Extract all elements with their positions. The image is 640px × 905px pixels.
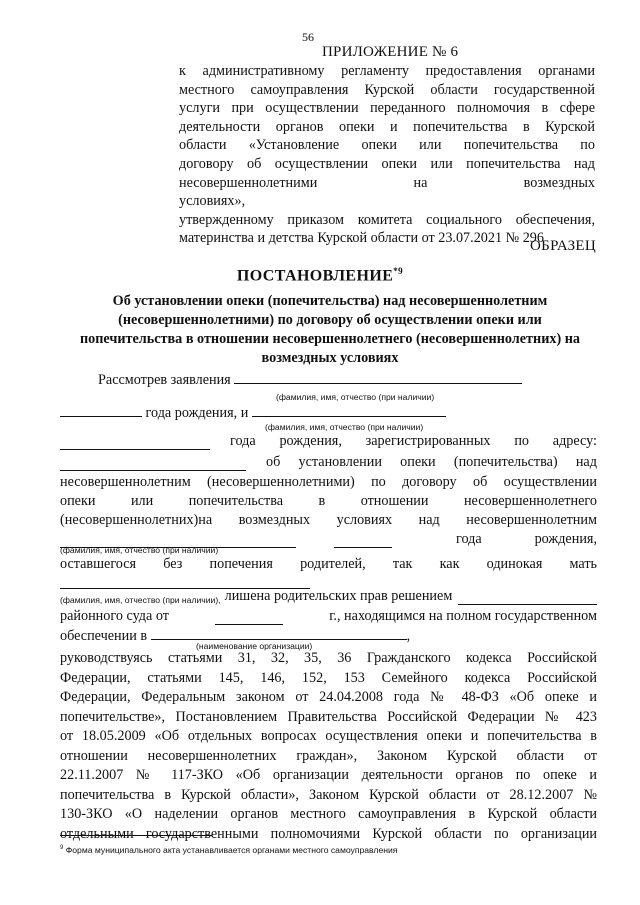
footnote-text: Форма муниципального акта устанавливается органами местного самоуправления xyxy=(65,845,398,855)
document-subtitle xyxy=(60,292,600,368)
applicant-fio-blank[interactable] xyxy=(234,371,522,384)
word: условиях xyxy=(336,512,393,528)
word: договору xyxy=(402,474,457,490)
considered-label: Рассмотрев заявления xyxy=(98,372,231,388)
hint-fio: (фамилия, имя, отчество (при наличии) xyxy=(276,392,435,402)
footnote-divider xyxy=(60,835,212,836)
form-row-9 xyxy=(60,556,597,573)
appendix-text xyxy=(179,62,595,248)
appendix-line: деятельности органов опеки и попечительства в Курской xyxy=(179,118,595,135)
word: зарегистрированных xyxy=(365,433,491,449)
subtitle-line: попечительства в отношении несовершеннолетнего (несовершеннолетних) на xyxy=(79,331,581,347)
word: года xyxy=(230,433,256,449)
address-blank[interactable] xyxy=(60,458,246,471)
hint-fio-2: (фамилия, имя, отчество (при наличии) xyxy=(265,422,424,432)
word: попечительства xyxy=(188,493,284,509)
guardianship-row xyxy=(60,454,597,471)
word: несовершеннолетним xyxy=(60,474,191,490)
deprived-label: лишена родительских прав решением xyxy=(224,588,453,604)
custody-label: обеспечении в xyxy=(60,628,148,644)
sample-label: ОБРАЗЕЦ xyxy=(530,238,596,254)
word: отношении xyxy=(360,493,429,509)
word: (несовершеннолетних)на xyxy=(60,512,213,528)
page-number: 56 xyxy=(302,30,314,44)
word: установлении xyxy=(298,454,382,470)
word: несовершеннолетним xyxy=(466,512,597,528)
footnote xyxy=(60,845,397,855)
form-row-7 xyxy=(60,512,597,529)
document-title-text: ПОСТАНОВЛЕНИЕ xyxy=(236,267,394,285)
word: в xyxy=(318,493,326,509)
birth-and-label: года рождения, и xyxy=(145,405,249,421)
word: опеки xyxy=(60,493,96,509)
word: (несовершеннолетними) xyxy=(207,474,355,490)
appendix-line: местного самоуправления Курской области государственной xyxy=(179,81,595,98)
body-line: отношении несовершеннолетних граждан», Законом Курской области от xyxy=(60,747,597,764)
child-birth-year-blank[interactable] xyxy=(334,535,392,548)
decision-blank[interactable] xyxy=(458,592,597,605)
applicant2-fio-blank[interactable] xyxy=(252,404,446,417)
birth-year2-blank[interactable] xyxy=(60,437,210,450)
appendix-line: несовершеннолетними на возмездных условиях», xyxy=(179,174,595,210)
hint-fio-4: (фамилия, имя, отчество (при наличии), xyxy=(60,595,221,605)
body-line: Федерации, Федеральным законом от 24.04.2008 года № 48-ФЗ «Об опеке и xyxy=(60,689,597,705)
form-row-6 xyxy=(60,493,597,510)
title-footnote-mark: *9 xyxy=(393,266,404,276)
appendix-title: ПРИЛОЖЕНИЕ № 6 xyxy=(322,44,459,60)
court-label: районного суда от xyxy=(60,608,169,624)
word: возмездных xyxy=(238,512,311,528)
appendix-line: области «Установление опеки или попечительства по xyxy=(179,137,595,154)
body-line: от 18.05.2009 «Об отдельных вопросах осуществления опеки и попечительства в xyxy=(60,728,597,744)
word: года xyxy=(456,531,482,547)
birth-row xyxy=(60,404,446,422)
court-label-b: г., находящимся на полном государственном xyxy=(329,608,597,624)
word: опеки xyxy=(400,454,436,470)
appendix-line: материнства и детства Курской области от 23.07.2021 № 296 xyxy=(179,230,544,247)
word: (попечительства) xyxy=(453,454,558,470)
subtitle-line: Об установлении опеки (попечительства) над несовершеннолетним xyxy=(112,293,548,309)
court-date-blank[interactable] xyxy=(215,612,283,625)
birth-year-blank[interactable] xyxy=(60,404,142,417)
word: несовершеннолетнего xyxy=(463,493,597,509)
body-line: 130-ЗКО «О наделении органов местного самоуправления в Курской области xyxy=(60,806,597,822)
appendix-line: услуги при осуществлении переданного полномочия в сфере xyxy=(179,100,595,117)
form-row-5 xyxy=(60,474,597,491)
word: над xyxy=(575,454,597,470)
word: оставшегося xyxy=(60,556,137,572)
word: об xyxy=(472,474,488,490)
word: по xyxy=(371,474,386,490)
footnote-mark: 9 xyxy=(60,845,64,852)
word: одинокая xyxy=(486,556,543,572)
word: как xyxy=(439,556,460,572)
word: об xyxy=(266,454,281,470)
considered-row xyxy=(98,371,522,389)
word: так xyxy=(392,556,413,572)
body-line: отдельными государственными полномочиями Курской области по организации xyxy=(60,825,597,842)
word: осуществлении xyxy=(503,474,597,490)
body-line: попечительстве», Постановлением Правительства Российской Федерации № 423 xyxy=(60,708,597,725)
appendix-line: утвержденному приказом комитета социального обеспечения, xyxy=(179,211,595,228)
custody-comma: , xyxy=(406,628,411,644)
appendix-line: договору об осуществлении опеки или попечительства над xyxy=(179,155,595,172)
document-title xyxy=(0,266,640,285)
word: мать xyxy=(569,556,597,572)
court-row xyxy=(60,608,597,625)
word: или xyxy=(130,493,154,509)
body-line: Федерации, статьями 145, 146, 152, 153 Семейного кодекса Российской xyxy=(60,669,597,686)
appendix-line: к административному регламенту предоставления органами xyxy=(179,63,595,79)
subtitle-line: (несовершеннолетними) по договору об осуществлении опеки или xyxy=(118,312,542,328)
body-line: попечительства в Курской области», Законом Курской области от 28.12.2007 № xyxy=(60,786,597,803)
word: попечения xyxy=(209,556,273,572)
deprived-row xyxy=(60,588,597,605)
body-line: 22.11.2007 № 117-ЗКО «Об организации деятельности органов по опеке и xyxy=(60,767,597,783)
legal-basis-text xyxy=(60,649,597,844)
word: рождения, xyxy=(279,433,342,449)
word: по xyxy=(514,433,529,449)
word: над xyxy=(418,512,440,528)
word: родителей, xyxy=(300,556,366,572)
body-line: руководствуясь статьями 31, 32, 35, 36 Гражданского кодекса Российской xyxy=(60,650,597,666)
address-row xyxy=(60,433,597,450)
hint-organization: (наименование организации) xyxy=(196,641,313,651)
organization-blank[interactable] xyxy=(151,627,407,640)
hint-fio-3: (фамилия, имя, отчество (при наличии) xyxy=(60,545,219,555)
word: рождения, xyxy=(534,531,597,547)
word: адресу: xyxy=(552,433,597,449)
subtitle-line: возмездных условиях xyxy=(261,350,399,366)
word: без xyxy=(163,556,183,572)
